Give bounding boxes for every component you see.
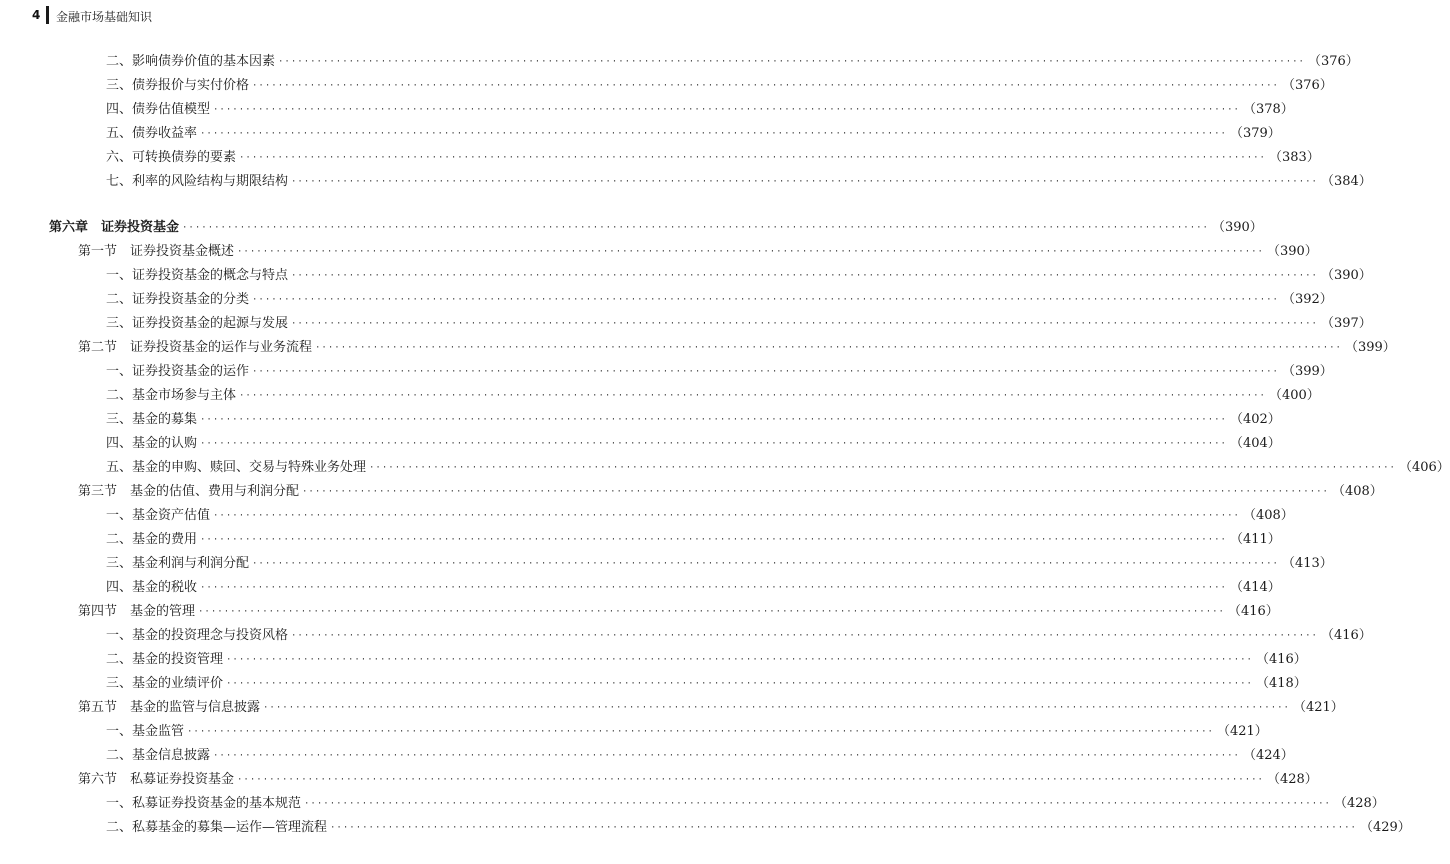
toc-entry-section <box>78 602 1279 622</box>
dot-leader: ································································································································································ <box>252 81 1279 91</box>
toc-page-number: （421） <box>1292 700 1344 715</box>
toc-title: 四、基金的认购 <box>106 436 198 451</box>
toc-entry-item <box>106 434 1281 454</box>
toc-entry-item <box>106 506 1294 526</box>
toc-entry-item <box>106 746 1294 766</box>
toc-page-number: （408） <box>1331 484 1383 499</box>
toc-title: 二、私募基金的募集—运作—管理流程 <box>106 820 328 835</box>
dot-leader: ································································································································································ <box>302 487 1329 497</box>
toc-title: 第六章 证券投资基金 <box>49 220 180 235</box>
toc-title: 一、私募证券投资基金的基本规范 <box>106 796 302 811</box>
toc-page-number: （400） <box>1268 388 1320 403</box>
dot-leader: ································································································································································ <box>200 583 1227 593</box>
toc-title: 一、证券投资基金的运作 <box>106 364 250 379</box>
toc-page-number: （383） <box>1268 150 1320 165</box>
dot-leader: ································································································································································ <box>213 751 1240 761</box>
toc-page-number: （429） <box>1359 820 1411 835</box>
toc-page-number: （390） <box>1211 220 1263 235</box>
toc-page-number: （416） <box>1227 604 1279 619</box>
toc-title: 五、基金的申购、赎回、交易与特殊业务处理 <box>106 460 367 475</box>
dot-leader: ································································································································································ <box>239 153 1266 163</box>
dot-leader: ································································································································································ <box>187 727 1214 737</box>
dot-leader: ································································································································································ <box>200 535 1227 545</box>
toc-entry-item <box>106 794 1385 814</box>
toc-entry-item <box>106 554 1333 574</box>
toc-page-number: （390） <box>1266 244 1318 259</box>
dot-leader: ································································································································································ <box>200 129 1227 139</box>
toc-page-number: （402） <box>1229 412 1281 427</box>
toc-title: 第五节 基金的监管与信息披露 <box>78 700 261 715</box>
toc-title: 一、基金监管 <box>106 724 185 739</box>
toc-page-number: （414） <box>1229 580 1281 595</box>
dot-leader: ································································································································································ <box>278 57 1305 67</box>
toc-title: 二、基金的费用 <box>106 532 198 547</box>
dot-leader: ································································································································································ <box>304 799 1331 809</box>
toc-entry-chapter <box>49 218 1263 238</box>
toc-page-number: （418） <box>1255 676 1307 691</box>
toc-page-number: （424） <box>1242 748 1294 763</box>
page-number: 4 <box>32 8 41 22</box>
toc-page-number: （416） <box>1320 628 1372 643</box>
toc-title: 三、基金的业绩评价 <box>106 676 224 691</box>
dot-leader: ································································································································································ <box>213 105 1240 115</box>
toc-page-number: （376） <box>1281 78 1333 93</box>
toc-title: 第六节 私募证券投资基金 <box>78 772 235 787</box>
toc-page-number: （428） <box>1266 772 1318 787</box>
toc-entry-item <box>106 818 1411 838</box>
toc-entry-item <box>106 530 1281 550</box>
dot-leader: ································································································································································ <box>198 607 1225 617</box>
toc-entry-section <box>78 338 1396 358</box>
dot-leader: ································································································································································ <box>291 177 1318 187</box>
dot-leader: ································································································································································ <box>291 271 1318 281</box>
toc-page-number: （390） <box>1320 268 1372 283</box>
dot-leader: ································································································································································ <box>237 775 1264 785</box>
toc-entry-item <box>106 362 1333 382</box>
toc-page-number: （408） <box>1242 508 1294 523</box>
toc-entry-item <box>106 290 1333 310</box>
dot-leader: ································································································································································ <box>369 463 1396 473</box>
toc-entry-item <box>106 650 1307 670</box>
toc-page-number: （416） <box>1255 652 1307 667</box>
dot-leader: ································································································································································ <box>237 247 1264 257</box>
toc-title: 二、影响债券价值的基本因素 <box>106 54 276 69</box>
toc-page-number: （411） <box>1229 532 1281 547</box>
toc-entry-section <box>78 482 1383 502</box>
toc-title: 三、基金的募集 <box>106 412 198 427</box>
book-title: 金融市场基础知识 <box>56 10 153 24</box>
toc-entry-item <box>106 266 1372 286</box>
dot-leader: ································································································································································ <box>315 343 1342 353</box>
toc-title: 三、基金利润与利润分配 <box>106 556 250 571</box>
toc-entry-section <box>78 698 1344 718</box>
dot-leader: ································································································································································ <box>330 823 1357 833</box>
dot-leader: ································································································································································ <box>252 559 1279 569</box>
toc-page-number: （413） <box>1281 556 1333 571</box>
toc-entry-item <box>106 52 1359 72</box>
dot-leader: ································································································································································ <box>239 391 1266 401</box>
toc-entry-section <box>78 770 1318 790</box>
toc-title: 一、基金的投资理念与投资风格 <box>106 628 289 643</box>
toc-page-number: （384） <box>1320 174 1372 189</box>
toc-page-number: （399） <box>1344 340 1396 355</box>
toc-title: 第四节 基金的管理 <box>78 604 196 619</box>
toc-title: 二、基金的投资管理 <box>106 652 224 667</box>
toc-title: 第三节 基金的估值、费用与利润分配 <box>78 484 300 499</box>
toc-entry-item <box>106 172 1372 192</box>
toc-entry-item <box>106 458 1450 478</box>
toc-entry-item <box>106 410 1281 430</box>
toc-page-number: （428） <box>1333 796 1385 811</box>
dot-leader: ································································································································································ <box>291 631 1318 641</box>
toc-title: 三、证券投资基金的起源与发展 <box>106 316 289 331</box>
dot-leader: ································································································································································ <box>200 415 1227 425</box>
toc-title: 二、证券投资基金的分类 <box>106 292 250 307</box>
toc-entry-item <box>106 76 1333 96</box>
toc-page-number: （379） <box>1229 126 1281 141</box>
toc-title: 四、基金的税收 <box>106 580 198 595</box>
dot-leader: ································································································································································ <box>182 223 1209 233</box>
toc-page-number: （406） <box>1398 460 1450 475</box>
toc-title: 四、债券估值模型 <box>106 102 211 117</box>
toc-page-number: （397） <box>1320 316 1372 331</box>
dot-leader: ································································································································································ <box>226 655 1253 665</box>
toc-entry-item <box>106 626 1372 646</box>
dot-leader: ································································································································································ <box>263 703 1290 713</box>
header-divider <box>46 6 49 24</box>
toc-entry-item <box>106 578 1281 598</box>
toc-title: 二、基金市场参与主体 <box>106 388 237 403</box>
toc-title: 一、证券投资基金的概念与特点 <box>106 268 289 283</box>
toc-entry-item <box>106 124 1281 144</box>
toc-title: 五、债券收益率 <box>106 126 198 141</box>
toc-entry-section <box>78 242 1318 262</box>
toc-title: 第一节 证券投资基金概述 <box>78 244 235 259</box>
page-header <box>0 0 624 32</box>
dot-leader: ································································································································································ <box>252 295 1279 305</box>
toc-entry-item <box>106 148 1320 168</box>
toc-title: 三、债券报价与实付价格 <box>106 78 250 93</box>
toc-title: 二、基金信息披露 <box>106 748 211 763</box>
toc-entry-item <box>106 386 1320 406</box>
dot-leader: ································································································································································ <box>200 439 1227 449</box>
toc-title: 一、基金资产估值 <box>106 508 211 523</box>
toc-page-number: （421） <box>1216 724 1268 739</box>
toc-title: 第二节 证券投资基金的运作与业务流程 <box>78 340 313 355</box>
toc-entry-item <box>106 722 1268 742</box>
dot-leader: ································································································································································ <box>252 367 1279 377</box>
toc-page-number: （376） <box>1307 54 1359 69</box>
toc-title: 七、利率的风险结构与期限结构 <box>106 174 289 189</box>
toc-entry-item <box>106 100 1294 120</box>
toc-page-number: （404） <box>1229 436 1281 451</box>
toc-title: 六、可转换债券的要素 <box>106 150 237 165</box>
dot-leader: ································································································································································ <box>226 679 1253 689</box>
dot-leader: ································································································································································ <box>291 319 1318 329</box>
toc-entry-item <box>106 314 1372 334</box>
toc-page-number: （378） <box>1242 102 1294 117</box>
toc-page-number: （399） <box>1281 364 1333 379</box>
toc-entry-item <box>106 674 1307 694</box>
toc-page-number: （392） <box>1281 292 1333 307</box>
dot-leader: ································································································································································ <box>213 511 1240 521</box>
